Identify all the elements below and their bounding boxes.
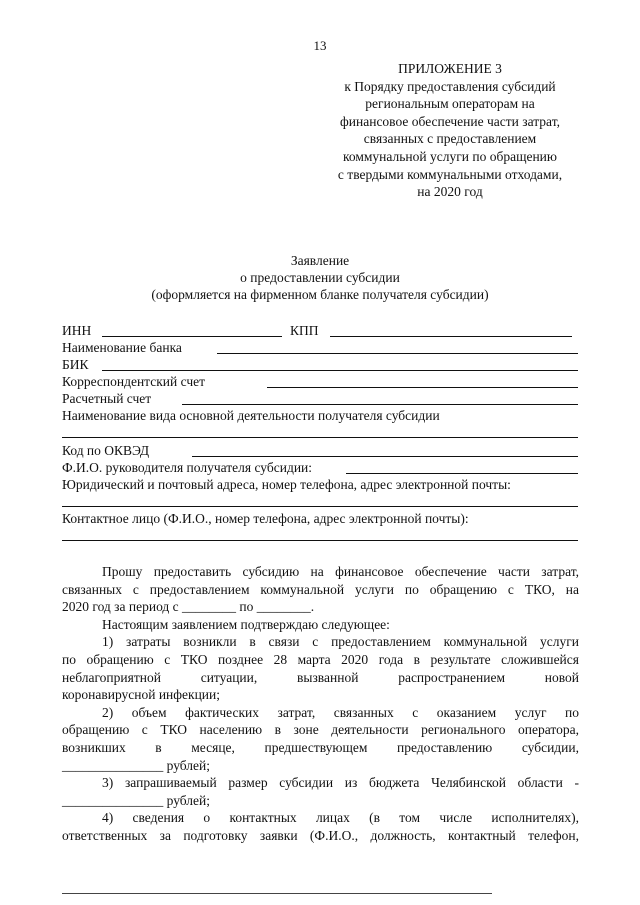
- okved-label: Код по ОКВЭД: [62, 443, 150, 458]
- activity-row: [62, 407, 578, 424]
- contact-row: [62, 510, 578, 527]
- inn-kpp-row: [62, 322, 578, 339]
- appendix-line: к Порядку предоставления субсидий: [344, 78, 556, 94]
- bik-field[interactable]: [102, 370, 578, 371]
- title-subtitle: (оформляется на фирменном бланке получателя субсидии): [151, 287, 489, 302]
- body-line: обращению с ТКО населению в зоне деятельности регионального оператора,: [62, 722, 579, 738]
- body-line: _______________ рублей;: [62, 757, 211, 773]
- appendix-line: с твердыми коммунальными отходами,: [337, 166, 563, 182]
- body-line: Прошу предоставить субсидию на финансовое обеспечение части затрат,: [102, 564, 579, 579]
- head-label: Ф.И.О. руководителя получателя субсидии:: [62, 460, 313, 475]
- corr-label: Корреспондентский счет: [62, 374, 206, 389]
- activity-field[interactable]: [62, 437, 578, 438]
- page-number: 13: [313, 38, 327, 53]
- bik-label: БИК: [62, 357, 89, 372]
- body-line: _______________ рублей;: [62, 792, 211, 808]
- body-line: ответственных за подготовку заявки (Ф.И.О., должность, контактный телефон,: [62, 827, 579, 843]
- page-footer-rule: [62, 893, 492, 894]
- account-row: [62, 390, 578, 407]
- inn-field[interactable]: [102, 336, 282, 337]
- body-line: по обращению с ТКО позднее 28 марта 2020 года в результате сложившейся: [62, 651, 579, 667]
- appendix-line: на 2020 год: [417, 184, 483, 200]
- bank-label: Наименование банка: [62, 340, 182, 355]
- bik-row: [62, 356, 578, 373]
- title-line: о предоставлении субсидии: [240, 270, 400, 285]
- document-title: [0, 252, 640, 303]
- okved-row: [62, 442, 578, 459]
- list-item-3: 3) запрашиваемый размер субсидии из бюджета Челябинской области -: [102, 775, 579, 791]
- body-paragraph: [62, 563, 579, 845]
- address-row: [62, 476, 578, 493]
- address-label: Юридический и почтовый адреса, номер телефона, адрес электронной почты:: [62, 477, 511, 492]
- account-field[interactable]: [182, 404, 578, 405]
- body-line: неблагоприятной ситуации, вызванной распространением новой: [62, 669, 579, 685]
- okved-field[interactable]: [192, 456, 578, 457]
- contact-field[interactable]: [62, 540, 578, 541]
- appendix-line: региональным операторам на: [365, 96, 535, 112]
- head-field[interactable]: [346, 473, 578, 474]
- appendix-line: коммунальной услуги по обращению: [342, 148, 557, 164]
- appendix-heading: ПРИЛОЖЕНИЕ 3: [398, 61, 502, 76]
- corr-row: [62, 373, 578, 390]
- body-line: коронавирусной инфекции;: [62, 687, 220, 703]
- list-item-1: 1) затраты возникли в связи с предоставлением коммунальной услуги: [102, 634, 579, 650]
- bank-field[interactable]: [217, 353, 578, 354]
- activity-label: Наименование вида основной деятельности получателя субсидии: [62, 408, 440, 423]
- body-line: Настоящим заявлением подтверждаю следующее:: [102, 616, 390, 632]
- appendix-line: финансовое обеспечение части затрат,: [340, 113, 560, 129]
- kpp-label: КПП: [290, 323, 319, 338]
- head-row: [62, 459, 578, 476]
- account-label: Расчетный счет: [62, 391, 152, 406]
- contact-label: Контактное лицо (Ф.И.О., номер телефона, адрес электронной почты):: [62, 511, 469, 526]
- list-item-2: 2) объем фактических затрат, связанных с оказанием услуг по: [102, 704, 579, 720]
- address-field[interactable]: [62, 506, 578, 507]
- body-line: связанных с предоставлением коммунальной услуги по обращению с ТКО, на: [62, 581, 579, 597]
- body-line: 2020 год за период с ________ по ________.: [62, 599, 315, 615]
- title-line: Заявление: [290, 253, 350, 268]
- corr-field[interactable]: [267, 387, 578, 388]
- appendix-line: связанных с предоставлением: [363, 131, 537, 147]
- bank-row: [62, 339, 578, 356]
- body-line: возникших в месяце, предшествующем предоставлению субсидии,: [62, 739, 579, 755]
- list-item-4: 4) сведения о контактных лицах (в том числе исполнителях),: [102, 810, 579, 826]
- kpp-field[interactable]: [330, 336, 572, 337]
- appendix-block: [300, 60, 600, 201]
- inn-label: ИНН: [62, 323, 92, 338]
